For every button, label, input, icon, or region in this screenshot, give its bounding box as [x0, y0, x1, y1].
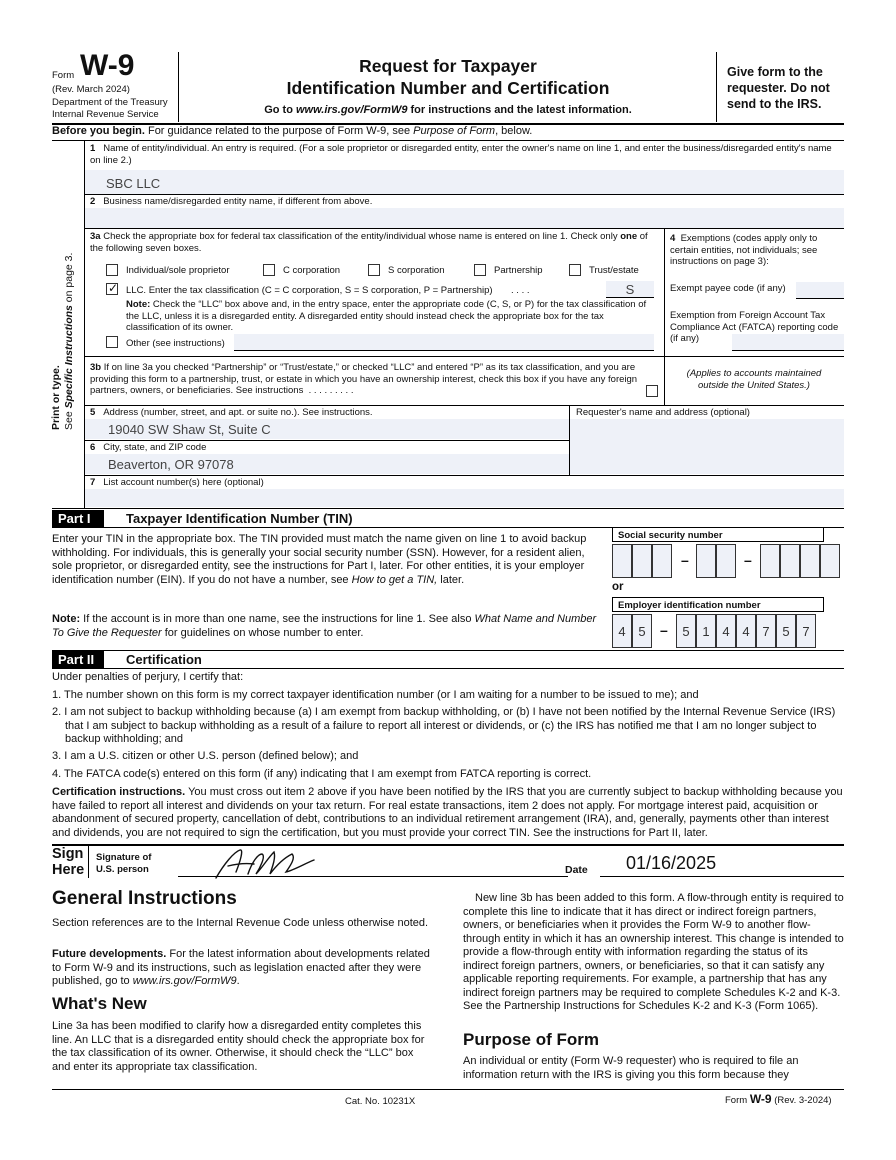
ssn-dash-1: –: [681, 552, 689, 568]
part2-title: Certification: [126, 652, 202, 667]
fatca-label: Exemption from Foreign Account Tax Compliance Act (FATCA) reporting code (if any): [670, 310, 839, 344]
checkbox-partnership[interactable]: [474, 264, 486, 276]
line1-label: 1 Name of entity/individual. An entry is required. (For a sole proprietor or disregarded entity, enter the owner's name on line 1, and enter the business/disregarded entity's name on line 2.): [90, 143, 832, 166]
ein-digit-1[interactable]: 4: [612, 614, 632, 648]
ssn-digit-7[interactable]: [780, 544, 800, 578]
exempt-payee-label: Exempt payee code (if any): [670, 283, 786, 294]
label-trust-estate: Trust/estate: [589, 265, 639, 276]
purpose-text: An individual or entity (Form W-9 requester) who is required to file an information return with the IRS is giving you this form because they: [463, 1055, 799, 1081]
ssn-digit-9[interactable]: [820, 544, 840, 578]
department: Department of the Treasury: [52, 97, 168, 108]
checkbox-line3b-foreign[interactable]: [646, 385, 658, 397]
ein-digit-6[interactable]: 4: [736, 614, 756, 648]
ein-dash: –: [660, 622, 668, 638]
line3b-label: 3b If on line 3a you checked “Partnership” or “Trust/estate,” or checked “LLC” and entered “P” as its tax classification, and you are providing this form to a partnership, trust, or estate in which you have an ownership interest, check this box if you have any foreign partners, owners, or beneficiaries. See instructions . . . . . . . . .: [90, 362, 638, 396]
label-c-corporation: C corporation: [283, 265, 341, 276]
requester-label: Requester's name and address (optional): [576, 407, 750, 418]
date-value[interactable]: 01/16/2025: [626, 853, 717, 873]
line2-label: 2 Business name/disregarded entity name, if different from above.: [90, 196, 373, 207]
label-other: Other (see instructions): [126, 338, 225, 349]
ssn-digit-2[interactable]: [632, 544, 652, 578]
checkbox-llc[interactable]: [106, 283, 118, 295]
purpose-title: Purpose of Form: [463, 1030, 600, 1049]
line1-entity-name-field[interactable]: [85, 170, 844, 194]
cert-item-4: 4. The FATCA code(s) entered on this form (if any) indicating that I am exempt from FATCA reporting is correct.: [52, 768, 592, 780]
ssn-digit-5[interactable]: [716, 544, 736, 578]
ein-digit-7[interactable]: 7: [756, 614, 776, 648]
ssn-label: Social security number: [612, 527, 824, 542]
part1-title: Taxpayer Identification Number (TIN): [126, 511, 353, 526]
form-number: W-9: [80, 49, 135, 82]
label-individual: Individual/sole proprietor: [126, 265, 230, 276]
irs-label: Internal Revenue Service: [52, 109, 159, 120]
line6-value: Beaverton, OR 97078: [108, 457, 234, 472]
checkbox-individual[interactable]: [106, 264, 118, 276]
form-word: Form: [52, 70, 75, 81]
sign-here-label: Sign Here: [52, 846, 85, 878]
llc-classification-value: S: [625, 282, 635, 297]
line2-business-name-field[interactable]: [85, 208, 844, 228]
checkbox-c-corporation[interactable]: [263, 264, 275, 276]
requester-address-field[interactable]: [570, 419, 844, 474]
ein-digit-4[interactable]: 1: [696, 614, 716, 648]
ssn-digit-1[interactable]: [612, 544, 632, 578]
part2-tag: Part II: [52, 651, 104, 668]
line4-label: 4 Exemptions (codes apply only to certain entities, not individuals; see instructions on page 3):: [670, 233, 818, 267]
goto-instructions: Go to www.irs.gov/FormW9 for instructions and the latest information.: [264, 104, 632, 116]
checkbox-s-corporation[interactable]: [368, 264, 380, 276]
line5-value: 19040 SW Shaw St, Suite C: [108, 422, 271, 437]
ssn-digit-6[interactable]: [760, 544, 780, 578]
cert-item-2: 2. I am not subject to backup withholding because (a) I am exempt from backup withholding, or (b) I have not been notified by the Internal Revenue Service (IRS) that I am subject to backup withholding as a result of a failure to report all interest or dividends, or (c) the IRS has notified me that I am no longer subject to backup withholding; and: [52, 706, 836, 745]
before-you-begin: Before you begin. For guidance related to the purpose of Form W-9, see Purpose of Form, below.: [52, 125, 533, 137]
line3a-note: Note: Check the “LLC” box above and, in the entry space, enter the appropriate code (C, S, or P) for the tax classification of the LLC, unless it is a disregarded entity. A disregarded entity should instead check the appropriate box for the tax classification of its owner.: [126, 299, 647, 333]
signature-label: Signature of U.S. person: [96, 852, 152, 875]
side-label: Print or type. See Specific Instructions on page 3.: [50, 252, 75, 430]
revision-date: (Rev. March 2024): [52, 84, 130, 95]
ssn-digit-4[interactable]: [696, 544, 716, 578]
label-llc: LLC. Enter the tax classification (C = C corporation, S = S corporation, P = Partnership) . . . .: [126, 285, 530, 296]
cert-item-1: 1. The number shown on this form is my correct taxpayer identification number (or I am waiting for a number to be issued to me); and: [52, 689, 699, 701]
ssn-digit-3[interactable]: [652, 544, 672, 578]
or-label: or: [612, 581, 624, 593]
other-classification-field[interactable]: [234, 334, 654, 350]
ein-digit-2[interactable]: 5: [632, 614, 652, 648]
future-developments: Future developments. For the latest information about developments related to Form W-9 and its instructions, such as legislation enacted after they were published, go to www.irs.gov/FormW9.: [52, 948, 430, 987]
exempt-payee-field[interactable]: [796, 282, 844, 298]
line5-label: 5 Address (number, street, and apt. or suite no.). See instructions.: [90, 407, 373, 418]
irs-url-link[interactable]: www.irs.gov/FormW9: [296, 104, 408, 116]
form-title-line1: Request for Taxpayer: [359, 56, 537, 76]
cert-instructions: Certification instructions. You must cross out item 2 above if you have been notified by the IRS that you are currently subject to backup withholding because you have failed to report all interest and dividends on your tax return. For real estate transactions, item 2 does not apply. For mortgage interest paid, acquisition or abandonment of secured property, cancellation of debt, contributions to an individual retirement arrangement (IRA), and, generally, payments other than interest and dividends, you are not required to sign the certification, but you must provide your correct TIN. See the instructions for Part II, later.: [52, 786, 843, 839]
checkbox-other[interactable]: [106, 336, 118, 348]
whats-new-text: Line 3a has been modified to clarify how a disregarded entity completes this line. An LLC that is a disregarded entity should check the appropriate box for the tax classification of its owner. Otherwise, it should check the “LLC” box and enter its appropriate tax classification.: [52, 1020, 425, 1073]
form-title-line2: Identification Number and Certification: [286, 78, 610, 98]
line4-applies-note: (Applies to accounts maintained outside the United States.): [686, 368, 822, 391]
ein-label: Employer identification number: [612, 597, 824, 612]
checkbox-trust-estate[interactable]: [569, 264, 581, 276]
cert-item-3: 3. I am a U.S. citizen or other U.S. person (defined below); and: [52, 750, 359, 762]
label-s-corporation: S corporation: [388, 265, 445, 276]
fatca-code-field[interactable]: [732, 334, 844, 350]
whats-new-title: What's New: [52, 994, 147, 1013]
footer-form-ref: Form W-9 (Rev. 3-2024): [725, 1092, 832, 1106]
part1-note: Note: If the account is in more than one name, see the instructions for line 1. See also What Name and Number To Give the Requester for guidelines on whose number to enter.: [52, 613, 597, 639]
ein-digit-8[interactable]: 5: [776, 614, 796, 648]
ssn-digit-8[interactable]: [800, 544, 820, 578]
catalog-number: Cat. No. 10231X: [345, 1096, 416, 1107]
ein-digit-9[interactable]: 7: [796, 614, 816, 648]
line3b-info-text: New line 3b has been added to this form. A flow-through entity is required to complete this line to indicate that it has direct or indirect foreign partners, owners, or beneficiaries when it provides the Form W-9 to another flow-through entity in which it has an ownership interest. This change is intended to provide a flow-through entity with information regarding the status of its indirect foreign partners, owners, or beneficiaries, so that it can satisfy any applicable reporting requirements. For example, a partnership that has any indirect foreign partners may be required to complete Schedules K-2 and K-3. See the Partnership Instructions for Schedules K-2 and K-3 (Form 1065).: [463, 892, 844, 1012]
ein-digit-5[interactable]: 4: [716, 614, 736, 648]
label-partnership: Partnership: [494, 265, 543, 276]
ein-digit-3[interactable]: 5: [676, 614, 696, 648]
line3a-label: 3a Check the appropriate box for federal tax classification of the entity/individual whose name is entered on line 1. Check only one of the following seven boxes.: [90, 231, 648, 254]
line7-account-field[interactable]: [85, 489, 844, 507]
date-label: Date: [565, 864, 588, 876]
part1-text: Enter your TIN in the appropriate box. The TIN provided must match the name given on line 1 to avoid backup withholding. For individuals, this is generally your social security number (SSN). However, for a resident alien, sole proprietor, or disregarded entity, see the instructions for Part I, later. For other entities, it is your employer identification number (EIN). If you do not have a number, see How to get a TIN, later.: [52, 533, 587, 586]
part2-intro: Under penalties of perjury, I certify that:: [52, 671, 244, 683]
line7-label: 7 List account number(s) here (optional): [90, 477, 264, 488]
line1-value: SBC LLC: [106, 176, 161, 191]
part1-tag: Part I: [52, 510, 104, 527]
section-references: Section references are to the Internal Revenue Code unless otherwise noted.: [52, 917, 429, 929]
give-form-notice: Give form to the requester. Do not send to the IRS.: [727, 65, 830, 111]
ssn-dash-2: –: [744, 552, 752, 568]
line6-label: 6 City, state, and ZIP code: [90, 442, 207, 453]
general-instructions-title: General Instructions: [52, 888, 237, 909]
